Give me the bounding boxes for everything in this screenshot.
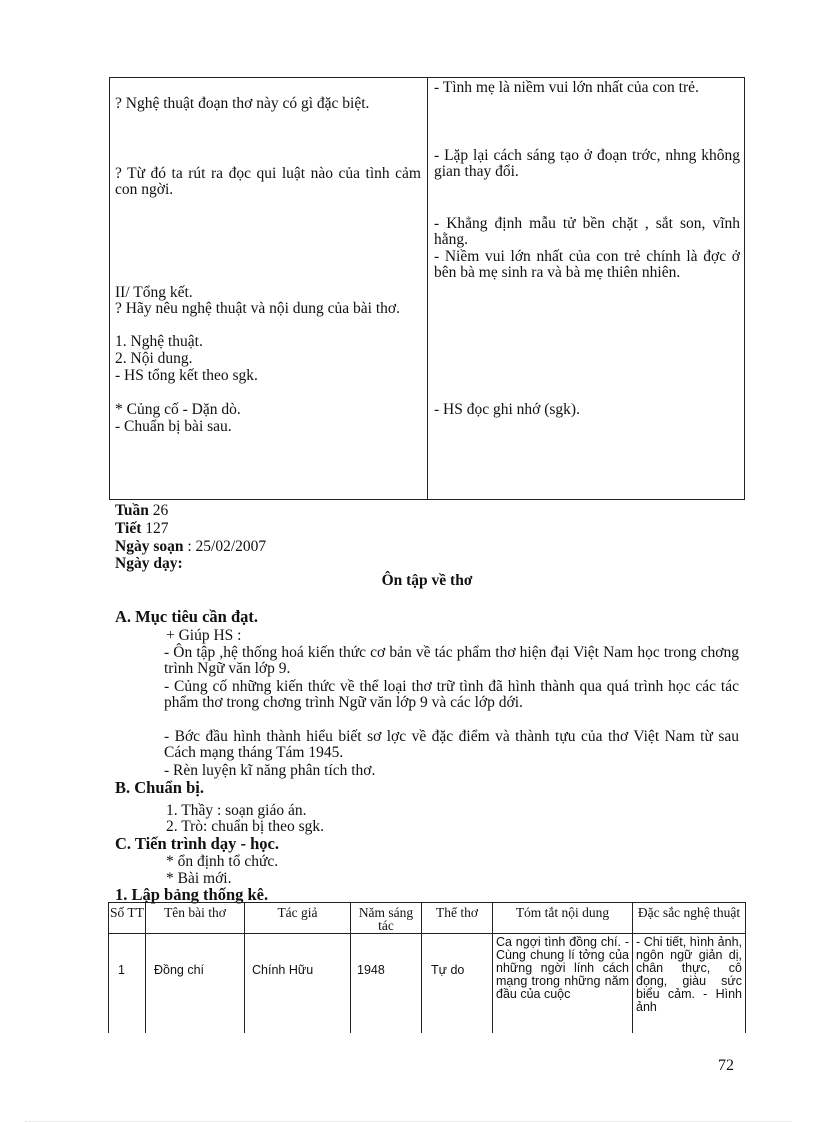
stats-header-rule bbox=[108, 933, 746, 934]
stats-cell-no: 1 bbox=[118, 963, 125, 977]
stats-header-title: Tên bài thơ bbox=[164, 905, 226, 920]
summary-item-art: 1. Nghệ thuật. bbox=[115, 333, 203, 350]
stats-cell-form: Tự do bbox=[431, 963, 465, 977]
stats-header-content: Tóm tắt nội dung bbox=[515, 905, 610, 920]
section-a-point-3: - Bớc đầu hình thành hiểu biết sơ lợc về đặc điểm và thành tựu của thơ Việt Nam từ sau Cách mạng tháng Tám 1945. bbox=[164, 728, 739, 761]
stats-col-line bbox=[492, 902, 493, 1033]
section-a-heading: A. Mục tiêu cần đạt. bbox=[115, 607, 258, 626]
table-column-divider bbox=[427, 77, 428, 500]
prepare-next: - Chuẩn bị bài sau. bbox=[115, 418, 232, 435]
answer-repeat: - Lặp lại cách sáng tạo ở đoạn trớc, nhng không gian thay đổi. bbox=[434, 147, 740, 180]
prep-date-line bbox=[115, 539, 266, 555]
summary-item-students: - HS tổng kết theo sgk. bbox=[115, 367, 258, 384]
prep-date-label: Ngày soạn bbox=[115, 538, 184, 555]
stats-cell-year: 1948 bbox=[357, 963, 385, 977]
period-line bbox=[115, 521, 169, 537]
stats-header-no: Số TT bbox=[110, 905, 144, 920]
answer-happiness: - Niềm vui lớn nhất của con trẻ chính là đợc ở bên bà mẹ sinh ra và bà mẹ thiên nhiên. bbox=[434, 248, 740, 281]
section-b-item-2: 2. Trò: chuẩn bị theo sgk. bbox=[166, 818, 325, 835]
stats-col-line bbox=[421, 902, 422, 1033]
section-c-heading: C. Tiến trình dạy - học. bbox=[115, 834, 279, 853]
section-a-point-2: - Củng cố những kiến thức về thể loại thơ trữ tình đã hình thành qua quá trình học các tác phẩm thơ trong chơng trình Ngữ văn lớp 9 và các lớp dới. bbox=[164, 678, 739, 711]
stats-cell-title: Đồng chí bbox=[154, 963, 205, 977]
stats-header-author: Tác giả bbox=[277, 905, 318, 920]
consolidate-heading: * Củng cố - Dặn dò. bbox=[115, 401, 241, 418]
summary-heading: II/ Tổng kết. bbox=[115, 284, 193, 301]
stats-header-year: Năm sáng tác bbox=[358, 905, 414, 933]
week-label: Tuần bbox=[115, 502, 149, 519]
stats-header-art: Đặc sắc nghệ thuật bbox=[637, 905, 741, 920]
week-value: 26 bbox=[152, 502, 169, 519]
section-a-point-1: - Ôn tập ,hệ thống hoá kiến thức cơ bản về tác phẩm thơ hiện đại Việt Nam học trong chơng trình Ngữ văn lớp 9. bbox=[164, 644, 739, 677]
stats-col-line bbox=[145, 902, 146, 1033]
stats-col-line bbox=[244, 902, 245, 1033]
stats-cell-content: Ca ngợi tình đồng chí. - Cùng chung lí tởng của những ngời lính cách mạng trong những năm đầu của cuộc bbox=[496, 936, 629, 1001]
stats-cell-author: Chính Hữu bbox=[252, 963, 314, 977]
summary-item-content: 2. Nội dung. bbox=[115, 350, 193, 367]
period-value: 127 bbox=[145, 520, 169, 537]
stats-heading: 1. Lập bảng thống kê. bbox=[115, 885, 269, 904]
answer-bond: - Khẳng định mẫu tử bền chặt , sắt son, vĩnh hằng. bbox=[434, 215, 740, 248]
stats-col-line bbox=[632, 902, 633, 1033]
period-label: Tiết bbox=[115, 520, 142, 537]
answer-joy: - Tình mẹ là niềm vui lớn nhất của con trẻ. bbox=[434, 79, 699, 96]
stats-cell-art: - Chi tiết, hình ảnh, ngôn ngữ giản dị, chân thực, cô đọng, giàu sức biểu cảm. - Hình ảnh bbox=[636, 936, 742, 1014]
stats-header-form: Thể thơ bbox=[435, 905, 478, 920]
teach-date-line bbox=[115, 556, 183, 572]
section-b-heading: B. Chuẩn bị. bbox=[115, 778, 204, 797]
section-a-point-4: - Rèn luyện kĩ năng phân tích thơ. bbox=[164, 762, 376, 779]
page-bottom-rule bbox=[25, 1121, 791, 1122]
week-line bbox=[115, 503, 168, 519]
page-number: 72 bbox=[718, 1057, 734, 1074]
question-rule: ? Từ đó ta rút ra đọc qui luật nào của tình cảm con ngời. bbox=[115, 165, 421, 198]
answer-memorize: - HS đọc ghi nhớ (sgk). bbox=[434, 401, 580, 418]
question-art: ? Nghệ thuật đoạn thơ này có gì đặc biệt. bbox=[115, 95, 370, 112]
teach-date-label: Ngày dạy bbox=[115, 555, 178, 572]
prep-date-value: : 25/02/2007 bbox=[187, 538, 267, 555]
lesson-title: Ôn tập về thơ bbox=[381, 572, 473, 589]
summary-question: ? Hãy nêu nghệ thuật và nội dung của bài thơ. bbox=[115, 300, 400, 317]
section-a-intro: + Giúp HS : bbox=[166, 627, 242, 644]
section-c-item-1: * ổn định tổ chức. bbox=[166, 853, 279, 870]
teach-date-value: : bbox=[177, 555, 183, 572]
section-b-item-1: 1. Thầy : soạn giáo án. bbox=[166, 802, 307, 819]
section-c-item-2: * Bài mới. bbox=[166, 870, 232, 887]
